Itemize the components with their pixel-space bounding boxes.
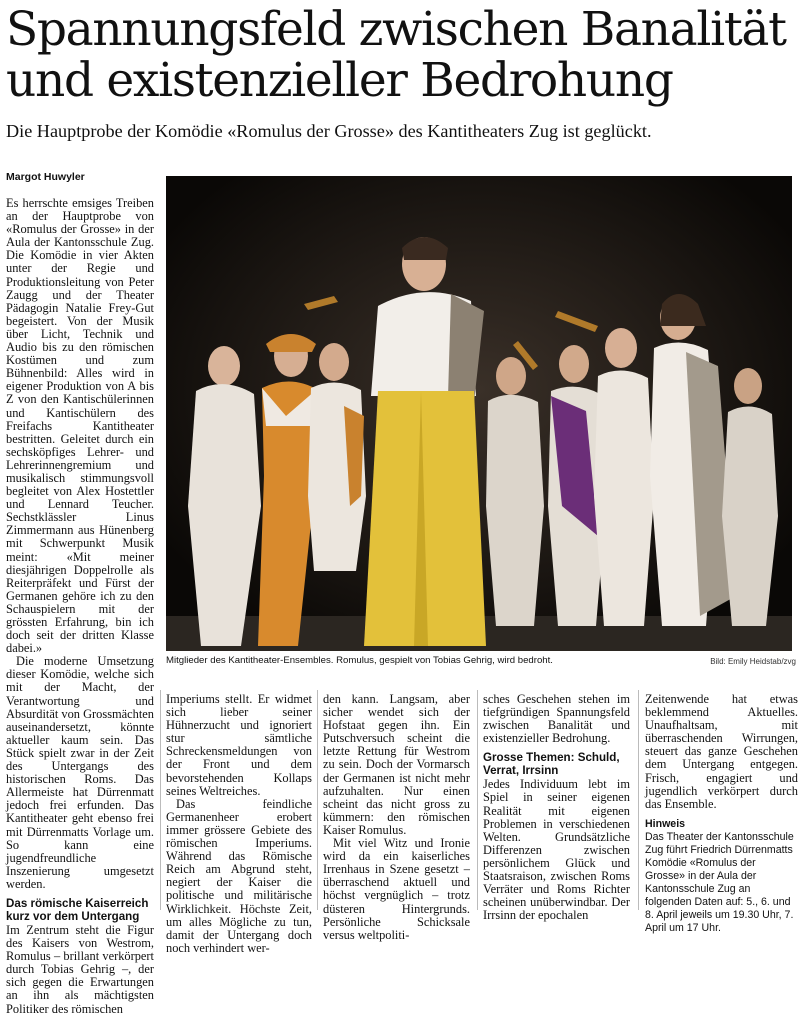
- article-column-3: [323, 692, 470, 942]
- subheading: Grosse Themen: Schuld, Verrat, Irrsinn: [483, 751, 620, 778]
- info-box: [645, 818, 798, 935]
- paragraph: sches Geschehen stehen im tiefgründigen Spannungsfeld zwischen Banalität und existenzieller Bedrohung.: [483, 692, 630, 746]
- paragraph: Es herrschte emsiges Treiben an der Hauptprobe von «Romulus der Grosse» in der Aula der Kantonsschule Zug. Die Komödie in vier Akten unter der Regie und Produktionsleitung von Peter Zaugg und der Theater Pädagogin Natalie Frey-Gut begeistert. Von der Musik über Licht, Technik und Audio bis zu den römischen Kostümen und zum Bühnenbild: Alles wird in eigener Produktion von A bis Z von den Kantischülerinnen und Kantischülern des Freifachs Kantitheater bestritten. Geleitet durch ein sechsköpfiges Lehrer- und Lehrerinnengremium und musikalisch stimmungsvoll begleitet von Alex Hostettler und Lennard Teucher. Sechstklässler Linus Zimmermann aus Hünenberg mit Schwerpunkt Musik meint: «Mit meiner diesjährigen Doppelrolle als Reiterpräfekt und Fürst der Germanen gehöre ich zu den Schauspielern mit der grössten Erfahrung, bin ich doch seit der dritten Klasse dabei.»: [6, 196, 154, 656]
- photo-caption: Mitglieder des Kantitheater-Ensembles. Romulus, gespielt von Tobias Gehrig, wird bedroht.: [166, 655, 553, 666]
- paragraph: Zeitenwende hat etwas beklemmend Aktuelles. Unaufhaltsam, mit überraschenden Wirrungen, steuert das ganze Geschehen dem Untergang entgegen. Frisch, engagiert und jugendlich verkörpert durch das Ensemble.: [645, 692, 798, 811]
- column-divider: [638, 690, 639, 910]
- photo-credit: Bild: Emily Heidstab/zvg: [710, 657, 796, 666]
- info-box-text: Das Theater der Kantonsschule Zug führt Friedrich Dürrenmatts Komödie «Romulus der Grosse» in der Aula der Kantonsschule Zug an folgenden Daten auf: 5., 6. und 8. April jeweils um 19.30 Uhr, 7. April um 17 Uhr.: [645, 830, 794, 934]
- headline: Spannungsfeld zwischen Banalität und existenzieller Bedrohung: [6, 2, 786, 108]
- paragraph: Das feindliche Germanenheer erobert immer grössere Gebiete des römischen Imperiums. Während das Römische Reich am Abgrund steht, negiert der Kaiser die politische und militärische Wirklichkeit. Höchste Zeit, um alles Mögliche zu tun, damit der Untergang doch noch verhindert wer-: [166, 796, 312, 955]
- column-divider: [160, 690, 161, 910]
- column-divider: [477, 690, 478, 910]
- article-column-5: [645, 692, 798, 934]
- article-column-1: [6, 196, 154, 1016]
- paragraph: den kann. Langsam, aber sicher wendet sich der Hofstaat gegen ihn. Ein Putschversuch scheint die letzte Rettung für Westrom zu sein. Doch der Vormarsch der Germanen ist nicht mehr aufzuhalten. Nur einen scheint das nicht gross zu kümmern: den römischen Kaiser Romulus.: [323, 692, 470, 837]
- paragraph: Jedes Individuum lebt im Spiel in seiner eigenen Realität mit eigenen Problemen in verschiedenen Welten. Grundsätzliche Differenzen zwischen persönlichem Glück und Staatsraison, zwischen Roms Verräter und Roms Richter scheinen unüberwindbar. Der Irrsinn der epochalen: [483, 777, 630, 923]
- paragraph: Mit viel Witz und Ironie wird da ein kaiserliches Irrenhaus in Szene gesetzt – überraschend aktuell und höchst vergnüglich – trotz düsteren Hintergrunds. Persönliche Schicksale versus weltpoliti-: [323, 836, 470, 942]
- lead-text: Die Hauptprobe der Komödie «Romulus der Grosse» des Kantitheaters Zug ist geglückt.: [6, 121, 652, 141]
- info-box-title: Hinweis: [645, 817, 686, 830]
- article-column-2: [166, 692, 312, 955]
- column-divider: [317, 690, 318, 910]
- paragraph: Imperiums stellt. Er widmet sich lieber seiner Hühnerzucht und ignoriert stur sämtliche Schreckensmeldungen von der Front und dem bevorstehenden Kollaps seines Weltreiches.: [166, 692, 312, 798]
- subheading: Das römische Kaiserreich kurz vor dem Untergang: [6, 896, 149, 923]
- paragraph: Im Zentrum steht die Figur des Kaisers von Westrom, Romulus – brillant verkörpert durch Tobias Gehrig –, der sich gegen die Erwartungen an ihn als mächtigsten Politiker des römischen: [6, 922, 154, 1016]
- article-column-4: [483, 692, 630, 923]
- paragraph: Die moderne Umsetzung dieser Komödie, welche sich mit der Macht, der Verantwortung und Absurdität von Grossmächten auseinandersetzt, könnte aktueller kaum sein. Das Stück spielt zwar in der Zeit des Untergangs des historischen Roms. Das Allermeiste hat Dürrenmatt jedoch frei erfunden. Das Kantitheater geht ebenso frei mit Dürrenmatts Vorlage um. So kann eine jugendfreundliche Inszenierung umgesetzt werden.: [6, 654, 154, 891]
- author-name: Margot Huwyler: [6, 171, 85, 183]
- theater-photo: [166, 176, 792, 651]
